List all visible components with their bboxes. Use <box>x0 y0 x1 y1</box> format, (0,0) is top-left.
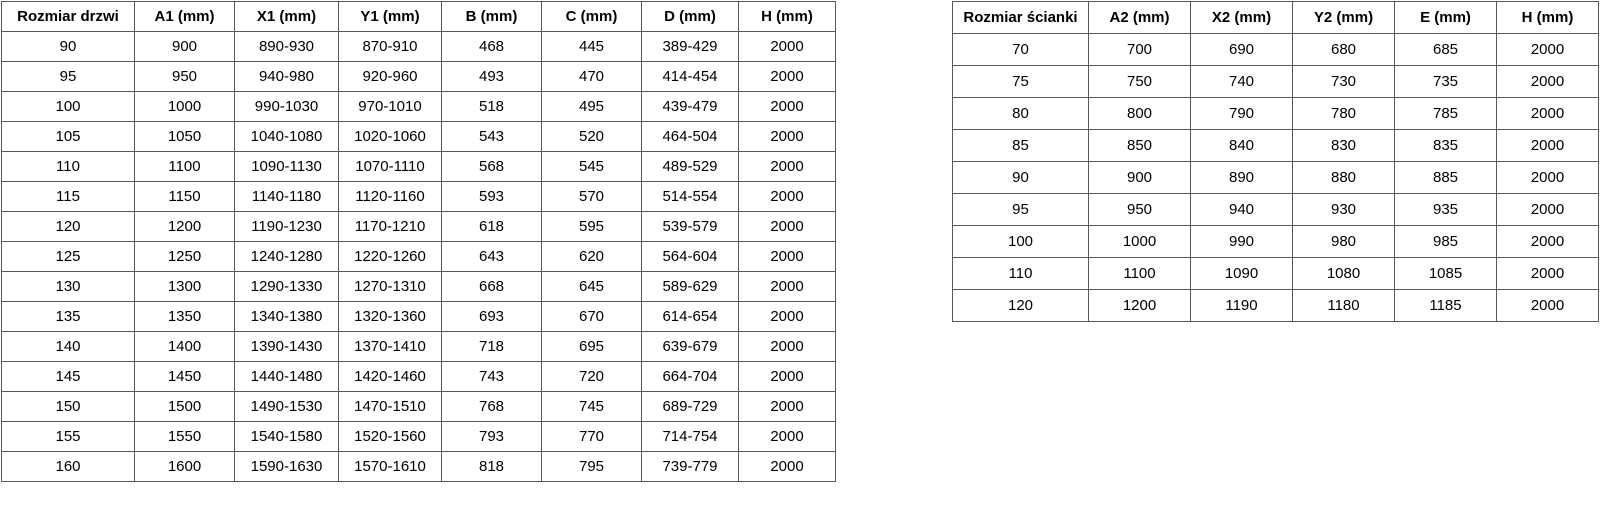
table-cell: 780 <box>1293 98 1395 130</box>
table-cell: 670 <box>542 302 642 332</box>
table-row <box>953 290 1599 322</box>
table-cell: 1170-1210 <box>339 212 442 242</box>
table-cell: 595 <box>542 212 642 242</box>
table-cell: 135 <box>2 302 135 332</box>
column-header: D (mm) <box>642 2 739 32</box>
table-cell: 950 <box>135 62 235 92</box>
table-cell: 545 <box>542 152 642 182</box>
table-row <box>2 62 836 92</box>
table-cell: 680 <box>1293 34 1395 66</box>
table-cell: 739-779 <box>642 452 739 482</box>
table-cell: 445 <box>542 32 642 62</box>
table-row <box>2 422 836 452</box>
table-cell: 689-729 <box>642 392 739 422</box>
table-cell: 495 <box>542 92 642 122</box>
column-header: A1 (mm) <box>135 2 235 32</box>
table-cell: 1450 <box>135 362 235 392</box>
table-cell: 930 <box>1293 194 1395 226</box>
table-cell: 1400 <box>135 332 235 362</box>
table-cell: 1350 <box>135 302 235 332</box>
table-cell: 880 <box>1293 162 1395 194</box>
table-cell: 920-960 <box>339 62 442 92</box>
table-cell: 518 <box>442 92 542 122</box>
table-cell: 1000 <box>1089 226 1191 258</box>
table-row <box>953 130 1599 162</box>
table-cell: 95 <box>2 62 135 92</box>
table-cell: 145 <box>2 362 135 392</box>
table-cell: 439-479 <box>642 92 739 122</box>
table-cell: 2000 <box>739 92 836 122</box>
table-row <box>2 392 836 422</box>
table-row <box>2 92 836 122</box>
table-cell: 620 <box>542 242 642 272</box>
table-cell: 830 <box>1293 130 1395 162</box>
table-row <box>2 182 836 212</box>
table-cell: 1320-1360 <box>339 302 442 332</box>
table-cell: 1090-1130 <box>235 152 339 182</box>
table-row <box>953 162 1599 194</box>
table-cell: 2000 <box>1497 66 1599 98</box>
table-cell: 110 <box>2 152 135 182</box>
table-cell: 489-529 <box>642 152 739 182</box>
table-cell: 2000 <box>1497 98 1599 130</box>
table-cell: 80 <box>953 98 1089 130</box>
table-cell: 718 <box>442 332 542 362</box>
table-cell: 730 <box>1293 66 1395 98</box>
table-row <box>953 226 1599 258</box>
table-cell: 1020-1060 <box>339 122 442 152</box>
table-cell: 840 <box>1191 130 1293 162</box>
table-cell: 785 <box>1395 98 1497 130</box>
table-cell: 70 <box>953 34 1089 66</box>
table-cell: 2000 <box>739 242 836 272</box>
table-cell: 2000 <box>1497 226 1599 258</box>
table-cell: 468 <box>442 32 542 62</box>
table-cell: 1185 <box>1395 290 1497 322</box>
door-size-table <box>1 1 836 482</box>
table-cell: 793 <box>442 422 542 452</box>
table-row <box>953 258 1599 290</box>
table-cell: 950 <box>1089 194 1191 226</box>
table-cell: 2000 <box>739 272 836 302</box>
table-cell: 1370-1410 <box>339 332 442 362</box>
table-cell: 850 <box>1089 130 1191 162</box>
table-cell: 750 <box>1089 66 1191 98</box>
table-cell: 520 <box>542 122 642 152</box>
table-cell: 1340-1380 <box>235 302 339 332</box>
table-row <box>2 212 836 242</box>
table-cell: 90 <box>2 32 135 62</box>
table-cell: 768 <box>442 392 542 422</box>
column-header: E (mm) <box>1395 2 1497 34</box>
table-cell: 2000 <box>739 302 836 332</box>
table-cell: 470 <box>542 62 642 92</box>
table-row <box>2 32 836 62</box>
table-cell: 155 <box>2 422 135 452</box>
table-cell: 2000 <box>1497 194 1599 226</box>
table-cell: 1180 <box>1293 290 1395 322</box>
column-header: A2 (mm) <box>1089 2 1191 34</box>
table-cell: 1150 <box>135 182 235 212</box>
table-cell: 639-679 <box>642 332 739 362</box>
column-header: Rozmiar ścianki <box>953 2 1089 34</box>
table-cell: 645 <box>542 272 642 302</box>
table-cell: 2000 <box>739 152 836 182</box>
table-cell: 1540-1580 <box>235 422 339 452</box>
table-cell: 940-980 <box>235 62 339 92</box>
column-header: X1 (mm) <box>235 2 339 32</box>
table-cell: 1040-1080 <box>235 122 339 152</box>
table-cell: 614-654 <box>642 302 739 332</box>
table-cell: 900 <box>1089 162 1191 194</box>
table-row <box>953 98 1599 130</box>
table-cell: 818 <box>442 452 542 482</box>
table-cell: 543 <box>442 122 542 152</box>
column-header: C (mm) <box>542 2 642 32</box>
table-cell: 150 <box>2 392 135 422</box>
table-cell: 970-1010 <box>339 92 442 122</box>
table-cell: 2000 <box>739 392 836 422</box>
table-cell: 2000 <box>739 122 836 152</box>
table-cell: 2000 <box>739 32 836 62</box>
table-cell: 1240-1280 <box>235 242 339 272</box>
table-cell: 618 <box>442 212 542 242</box>
table-cell: 1190-1230 <box>235 212 339 242</box>
table-cell: 1085 <box>1395 258 1497 290</box>
table-cell: 720 <box>542 362 642 392</box>
table-cell: 664-704 <box>642 362 739 392</box>
table-cell: 2000 <box>1497 34 1599 66</box>
column-header: Y2 (mm) <box>1293 2 1395 34</box>
table-cell: 690 <box>1191 34 1293 66</box>
table-cell: 745 <box>542 392 642 422</box>
table-cell: 2000 <box>739 362 836 392</box>
table-cell: 685 <box>1395 34 1497 66</box>
header-row <box>953 2 1599 34</box>
table-cell: 2000 <box>1497 258 1599 290</box>
table-cell: 1490-1530 <box>235 392 339 422</box>
table-cell: 770 <box>542 422 642 452</box>
table-cell: 493 <box>442 62 542 92</box>
table-cell: 714-754 <box>642 422 739 452</box>
table-cell: 95 <box>953 194 1089 226</box>
table-cell: 2000 <box>739 182 836 212</box>
table-cell: 2000 <box>739 212 836 242</box>
table-cell: 740 <box>1191 66 1293 98</box>
table-row <box>2 272 836 302</box>
table-cell: 990-1030 <box>235 92 339 122</box>
table-cell: 1440-1480 <box>235 362 339 392</box>
table-cell: 539-579 <box>642 212 739 242</box>
table-cell: 1520-1560 <box>339 422 442 452</box>
wall-size-table <box>952 1 1599 322</box>
table-cell: 890-930 <box>235 32 339 62</box>
table-cell: 85 <box>953 130 1089 162</box>
table-cell: 1300 <box>135 272 235 302</box>
table-cell: 1220-1260 <box>339 242 442 272</box>
table-cell: 2000 <box>739 332 836 362</box>
table-cell: 980 <box>1293 226 1395 258</box>
table-cell: 1390-1430 <box>235 332 339 362</box>
table-cell: 890 <box>1191 162 1293 194</box>
table-cell: 695 <box>542 332 642 362</box>
column-header: H (mm) <box>1497 2 1599 34</box>
table-cell: 1550 <box>135 422 235 452</box>
table-cell: 1190 <box>1191 290 1293 322</box>
table-cell: 110 <box>953 258 1089 290</box>
table-cell: 1100 <box>135 152 235 182</box>
table-cell: 1420-1460 <box>339 362 442 392</box>
table-cell: 1600 <box>135 452 235 482</box>
table-cell: 870-910 <box>339 32 442 62</box>
table-cell: 140 <box>2 332 135 362</box>
table-cell: 2000 <box>1497 130 1599 162</box>
table-cell: 414-454 <box>642 62 739 92</box>
table-cell: 2000 <box>739 422 836 452</box>
table-cell: 570 <box>542 182 642 212</box>
table-cell: 160 <box>2 452 135 482</box>
column-header: Y1 (mm) <box>339 2 442 32</box>
table-cell: 668 <box>442 272 542 302</box>
table-cell: 1590-1630 <box>235 452 339 482</box>
table-cell: 105 <box>2 122 135 152</box>
table-cell: 1200 <box>1089 290 1191 322</box>
table-cell: 835 <box>1395 130 1497 162</box>
table-cell: 693 <box>442 302 542 332</box>
table-cell: 795 <box>542 452 642 482</box>
table-cell: 1080 <box>1293 258 1395 290</box>
table-cell: 389-429 <box>642 32 739 62</box>
table-cell: 2000 <box>1497 290 1599 322</box>
table-row <box>2 362 836 392</box>
table-cell: 593 <box>442 182 542 212</box>
table-cell: 100 <box>2 92 135 122</box>
table-cell: 2000 <box>739 452 836 482</box>
table-cell: 900 <box>135 32 235 62</box>
table-cell: 75 <box>953 66 1089 98</box>
table-cell: 885 <box>1395 162 1497 194</box>
table-row <box>2 302 836 332</box>
table-cell: 1100 <box>1089 258 1191 290</box>
table-cell: 935 <box>1395 194 1497 226</box>
table-cell: 1050 <box>135 122 235 152</box>
table-cell: 990 <box>1191 226 1293 258</box>
table-row <box>953 34 1599 66</box>
table-row <box>2 152 836 182</box>
table-cell: 700 <box>1089 34 1191 66</box>
header-row <box>2 2 836 32</box>
table-cell: 800 <box>1089 98 1191 130</box>
table-cell: 1470-1510 <box>339 392 442 422</box>
table-cell: 743 <box>442 362 542 392</box>
table-cell: 985 <box>1395 226 1497 258</box>
table-row <box>2 452 836 482</box>
table-cell: 1140-1180 <box>235 182 339 212</box>
table-cell: 1270-1310 <box>339 272 442 302</box>
column-header: H (mm) <box>739 2 836 32</box>
table-cell: 464-504 <box>642 122 739 152</box>
table-cell: 1290-1330 <box>235 272 339 302</box>
table-cell: 790 <box>1191 98 1293 130</box>
table-cell: 940 <box>1191 194 1293 226</box>
table-row <box>953 66 1599 98</box>
table-cell: 1250 <box>135 242 235 272</box>
table-row <box>953 194 1599 226</box>
table-cell: 1120-1160 <box>339 182 442 212</box>
table-row <box>2 242 836 272</box>
column-header: Rozmiar drzwi <box>2 2 135 32</box>
table-cell: 1070-1110 <box>339 152 442 182</box>
table-cell: 125 <box>2 242 135 272</box>
table-cell: 1200 <box>135 212 235 242</box>
table-cell: 90 <box>953 162 1089 194</box>
table-cell: 1570-1610 <box>339 452 442 482</box>
column-header: B (mm) <box>442 2 542 32</box>
table-cell: 2000 <box>1497 162 1599 194</box>
table-cell: 115 <box>2 182 135 212</box>
table-row <box>2 122 836 152</box>
table-cell: 2000 <box>739 62 836 92</box>
table-row <box>2 332 836 362</box>
table-cell: 1000 <box>135 92 235 122</box>
table-cell: 589-629 <box>642 272 739 302</box>
table-cell: 643 <box>442 242 542 272</box>
table-cell: 514-554 <box>642 182 739 212</box>
table-cell: 120 <box>953 290 1089 322</box>
table-cell: 120 <box>2 212 135 242</box>
table-cell: 1090 <box>1191 258 1293 290</box>
table-cell: 564-604 <box>642 242 739 272</box>
table-cell: 130 <box>2 272 135 302</box>
table-cell: 100 <box>953 226 1089 258</box>
column-header: X2 (mm) <box>1191 2 1293 34</box>
table-cell: 1500 <box>135 392 235 422</box>
table-cell: 568 <box>442 152 542 182</box>
table-cell: 735 <box>1395 66 1497 98</box>
